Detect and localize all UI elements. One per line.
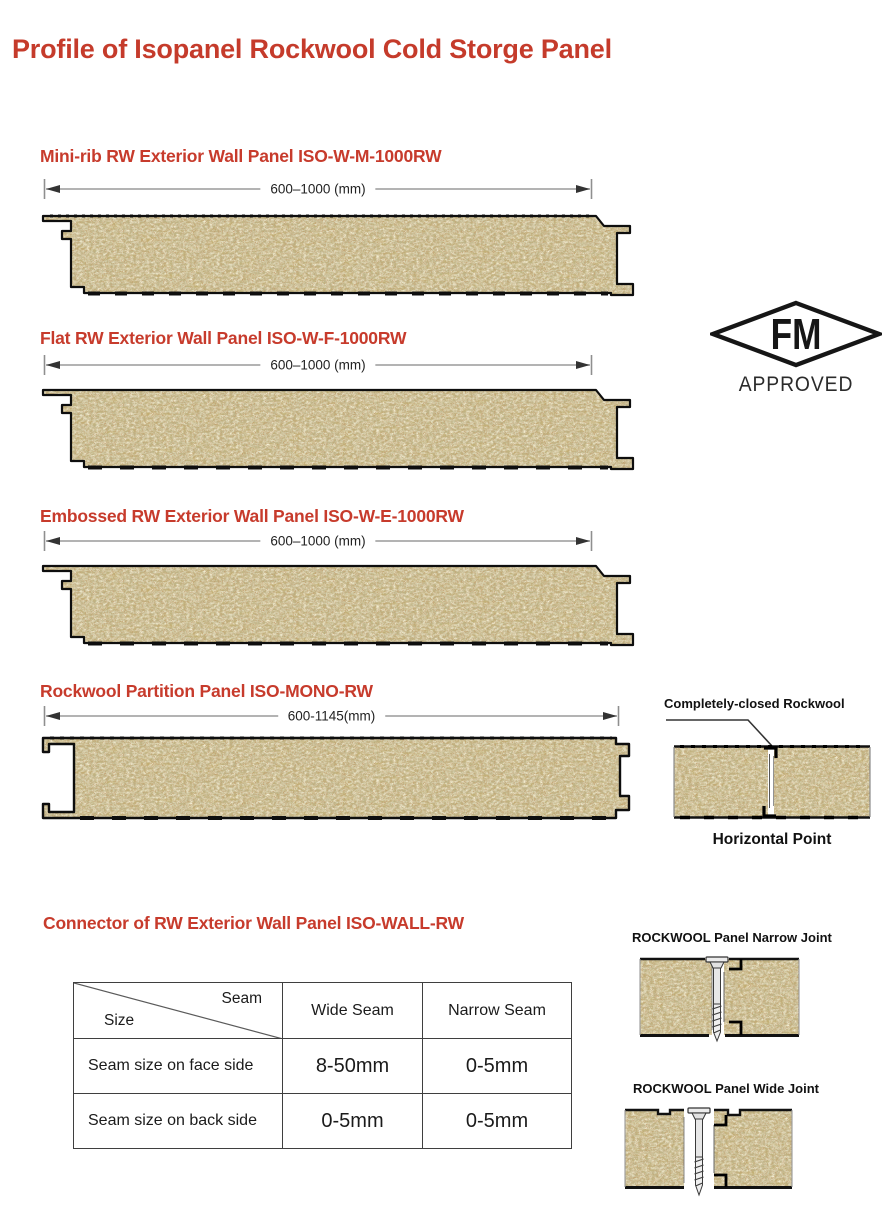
seam-size-table (73, 982, 572, 1149)
hp-callout-label: Completely-closed Rockwool (664, 696, 845, 711)
value-back-narrow: 0-5mm (465, 1109, 529, 1132)
dimension-minirib (43, 177, 593, 201)
fm-approved-logo (710, 300, 882, 398)
page-title: Profile of Isopanel Rockwool Cold Storge Panel (12, 34, 612, 64)
fm-mark: FM (770, 310, 822, 359)
section-heading-minirib: Mini-rib RW Exterior Wall Panel ISO-W-M-1000RW (40, 146, 442, 166)
panel-profile-flat (40, 380, 640, 476)
hp-joint-graphic (672, 742, 872, 822)
dimension-partition (43, 704, 620, 728)
dimension-label: 600–1000 (mm) (260, 358, 375, 373)
dimension-label: 600-1145(mm) (278, 709, 386, 724)
column-header-narrow-seam: Narrow Seam (423, 983, 571, 1039)
corner-label-size: Size (104, 1012, 135, 1029)
dimension-flat (43, 353, 593, 377)
fm-diamond-icon (710, 300, 882, 398)
panel-profile-embossed (40, 556, 640, 652)
panel-profile-partition (40, 730, 634, 825)
panel-profile-minirib (40, 206, 640, 302)
dimension-label: 600–1000 (mm) (260, 182, 375, 197)
fm-caption: APPROVED (738, 373, 854, 397)
corner-label-seam: Seam (221, 990, 262, 1007)
hp-caption: Horizontal Point (712, 831, 832, 848)
section-heading-connector: Connector of RW Exterior Wall Panel ISO-WALL-RW (43, 913, 464, 933)
dimension-label: 600–1000 (mm) (260, 534, 375, 549)
narrow-joint-graphic (637, 952, 802, 1044)
wide-joint-graphic (622, 1103, 795, 1198)
table-corner-cell (74, 983, 283, 1039)
value-face-wide: 8-50mm (283, 1039, 423, 1094)
section-heading-flat: Flat RW Exterior Wall Panel ISO-W-F-1000RW (40, 328, 407, 348)
section-heading-embossed: Embossed RW Exterior Wall Panel ISO-W-E-1000RW (40, 506, 464, 526)
row-label-back-side: Seam size on back side (74, 1094, 283, 1148)
row-label-face-side: Seam size on face side (74, 1039, 283, 1094)
dimension-embossed (43, 529, 593, 553)
section-heading-partition: Rockwool Partition Panel ISO-MONO-RW (40, 681, 373, 701)
value-back-wide: 0-5mm (283, 1094, 423, 1148)
narrow-joint-label: ROCKWOOL Panel Narrow Joint (632, 930, 832, 945)
value-face-narrow: 0-5mm (423, 1039, 571, 1094)
column-header-wide-seam: Wide Seam (283, 983, 423, 1039)
wide-joint-label: ROCKWOOL Panel Wide Joint (633, 1081, 819, 1096)
